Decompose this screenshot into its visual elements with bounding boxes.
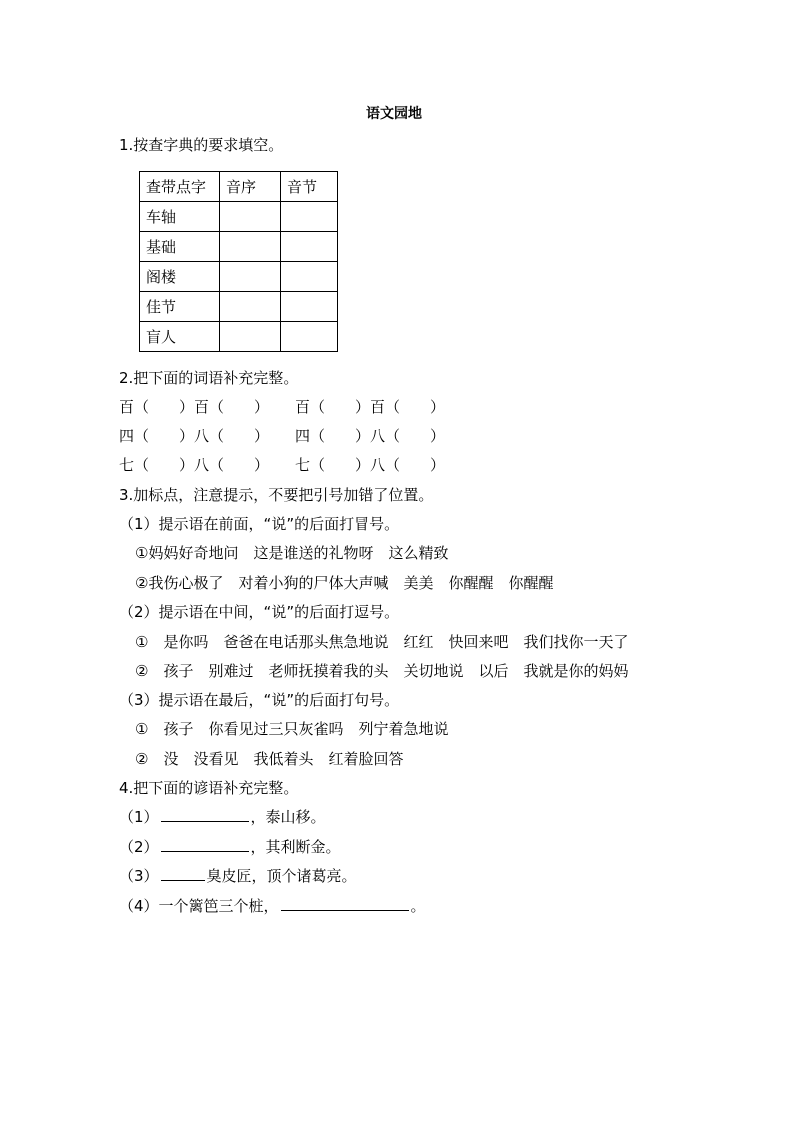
answer-cell[interactable] bbox=[220, 292, 281, 322]
q3-sentence[interactable]: ① 孩子 你看见过三只灰雀吗 列宁着急地说 bbox=[135, 720, 449, 738]
table-row bbox=[140, 322, 338, 352]
q3-sentence[interactable]: ① 是你吗 爸爸在电话那头焦急地说 红红 快回来吧 我们找你一天了 bbox=[135, 633, 629, 651]
answer-cell[interactable] bbox=[220, 232, 281, 262]
q3-sub3: （3）提示语在最后，“说”的后面打句号。 bbox=[119, 691, 400, 709]
answer-cell[interactable] bbox=[220, 262, 281, 292]
q4-line-3-num: （3） bbox=[119, 867, 159, 885]
q4-line-1-num: （1） bbox=[119, 808, 159, 826]
q4-heading: 4.把下面的谚语补充完整。 bbox=[119, 779, 299, 797]
answer-cell[interactable] bbox=[281, 202, 338, 232]
answer-cell[interactable] bbox=[281, 232, 338, 262]
q4-line-4-prefix: （4）一个篱笆三个桩， bbox=[119, 897, 279, 915]
row-word: 阁楼 bbox=[140, 262, 220, 292]
answer-cell[interactable] bbox=[281, 262, 338, 292]
q2-item[interactable]: 四（ ）八（ ） bbox=[119, 427, 270, 445]
q4-line-4-suffix: 。 bbox=[410, 897, 426, 915]
q3-sentence[interactable]: ② 孩子 别难过 老师抚摸着我的头 关切地说 以后 我就是你的妈妈 bbox=[135, 662, 629, 680]
table-row bbox=[140, 292, 338, 322]
row-word: 盲人 bbox=[140, 322, 220, 352]
q2-item[interactable]: 百（ ）百（ ） bbox=[295, 398, 446, 416]
dictionary-table bbox=[139, 171, 338, 352]
q2-item[interactable]: 七（ ）八（ ） bbox=[295, 456, 446, 474]
q4-line-4 bbox=[119, 896, 426, 916]
table-row bbox=[140, 202, 338, 232]
row-word: 车轴 bbox=[140, 202, 220, 232]
q3-sentence[interactable]: ②我伤心极了 对着小狗的尸体大声喊 美美 你醒醒 你醒醒 bbox=[135, 574, 554, 592]
table-header-row bbox=[140, 172, 338, 202]
answer-cell[interactable] bbox=[220, 202, 281, 232]
header-char: 查带点字 bbox=[140, 172, 220, 202]
q4-line-1 bbox=[119, 807, 326, 827]
answer-cell[interactable] bbox=[281, 322, 338, 352]
q4-line-3 bbox=[119, 866, 357, 886]
q4-line-2 bbox=[119, 837, 341, 857]
header-syllable: 音节 bbox=[281, 172, 338, 202]
q3-sub2: （2）提示语在中间，“说”的后面打逗号。 bbox=[119, 603, 400, 621]
answer-blank[interactable] bbox=[161, 807, 249, 822]
q3-sentence[interactable]: ② 没 没看见 我低着头 红着脸回答 bbox=[135, 750, 404, 768]
answer-cell[interactable] bbox=[281, 292, 338, 322]
q4-line-1-text: ，泰山移。 bbox=[250, 808, 326, 826]
q2-item[interactable]: 百（ ）百（ ） bbox=[119, 398, 270, 416]
answer-cell[interactable] bbox=[220, 322, 281, 352]
table-row bbox=[140, 232, 338, 262]
q2-item[interactable]: 七（ ）八（ ） bbox=[119, 456, 270, 474]
q1-heading: 1.按查字典的要求填空。 bbox=[119, 136, 284, 154]
q4-line-2-text: ，其利断金。 bbox=[250, 838, 341, 856]
q3-heading: 3.加标点，注意提示，不要把引号加错了位置。 bbox=[119, 486, 434, 504]
q4-line-3-text: 臭皮匠，顶个诸葛亮。 bbox=[206, 867, 357, 885]
q4-line-2-num: （2） bbox=[119, 838, 159, 856]
page-title: 语文园地 bbox=[366, 106, 422, 122]
row-word: 佳节 bbox=[140, 292, 220, 322]
q3-sentence[interactable]: ①妈妈好奇地问 这是谁送的礼物呀 这么精致 bbox=[135, 544, 449, 562]
q3-sub1: （1）提示语在前面，“说”的后面打冒号。 bbox=[119, 515, 400, 533]
answer-blank[interactable] bbox=[281, 896, 409, 911]
q2-item[interactable]: 四（ ）八（ ） bbox=[295, 427, 446, 445]
table-row bbox=[140, 262, 338, 292]
q2-heading: 2.把下面的词语补充完整。 bbox=[119, 369, 299, 387]
header-initial: 音序 bbox=[220, 172, 281, 202]
answer-blank[interactable] bbox=[161, 866, 205, 881]
answer-blank[interactable] bbox=[161, 837, 249, 852]
row-word: 基础 bbox=[140, 232, 220, 262]
